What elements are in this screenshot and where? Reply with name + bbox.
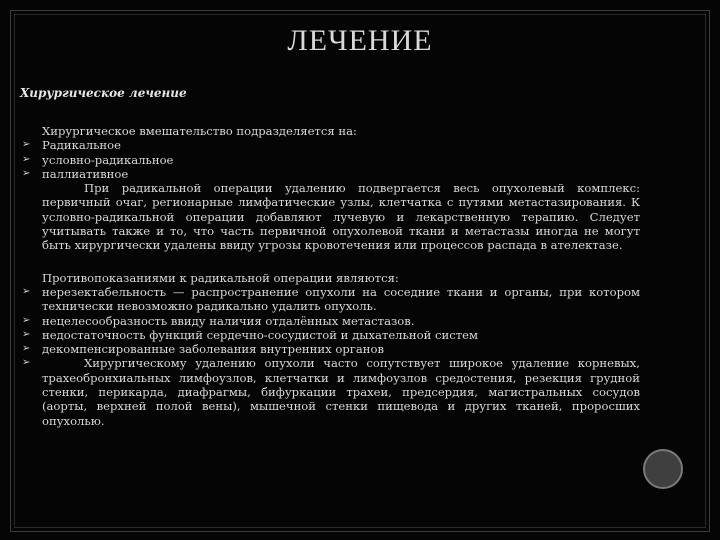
list-item <box>22 138 640 152</box>
arrow-bullet-icon: ➢ <box>22 328 31 340</box>
arrow-bullet-icon: ➢ <box>22 153 31 165</box>
arrow-bullet-icon: ➢ <box>22 314 31 326</box>
section1-paragraph: При радикальной операции удалению подвергается весь опухолевый комплекс: первичный очаг, регионарные лимфатические узлы, клетчатка с путями метастазирования. К условно-радикальной операции добавляют лучевую и лекарственную терапию. Следует учитывать также и то, что часть первичной опухолевой ткани и метастазы иногда не могут быть хирургически удалены ввиду угрозы кровотечения или процессов распада в ателектазе. <box>42 181 640 253</box>
spacer <box>22 253 640 271</box>
list-item <box>22 342 640 356</box>
slide-subtitle: Хирургическое лечение <box>20 86 187 100</box>
slide-content <box>22 124 640 428</box>
list-item <box>22 314 640 328</box>
list-item-text: недостаточность функций сердечно-сосудистой и дыхательной систем <box>42 327 478 342</box>
section1-bullet-list <box>22 138 640 181</box>
list-item <box>22 167 640 181</box>
list-item-text: нерезектабельность — распространение опухоли на соседние ткани и органы, при котором технически невозможно радикально удалить опухоль. <box>42 284 640 314</box>
arrow-bullet-icon: ➢ <box>22 357 31 369</box>
list-item-text: нецелесообразность ввиду наличия отдалённых метастазов. <box>42 313 415 328</box>
list-item <box>22 328 640 342</box>
list-item <box>22 356 640 427</box>
list-item <box>22 153 640 167</box>
section2-bullet-list <box>22 285 640 428</box>
list-item-text: Хирургическому удалению опухоли часто сопутствует широкое удаление корневых, трахеобронхиальных лимфоузлов, клетчатки и лимфоузлов средостения, резекция грудной стенки, перикарда, диафрагмы, бифуркации трахеи, предсердия, магистральных сосудов (аорты, верхней полой вены), мышечной стенки пищевода и других тканей, проросших опухолью. <box>42 356 640 428</box>
arrow-bullet-icon: ➢ <box>22 139 31 151</box>
list-item-text: паллиативное <box>42 166 129 181</box>
arrow-bullet-icon: ➢ <box>22 285 31 297</box>
arrow-bullet-icon: ➢ <box>22 343 31 355</box>
list-item-text: декомпенсированные заболевания внутренних органов <box>42 342 384 357</box>
section2-intro: Противопоказаниями к радикальной операции являются: <box>42 270 399 285</box>
list-item-text: Радикальное <box>42 138 121 153</box>
section1-intro: Хирургическое вмешательство подразделяется на: <box>42 124 357 138</box>
list-item-text: условно-радикальное <box>42 152 174 167</box>
decorative-circle-icon <box>643 449 683 489</box>
slide-title: ЛЕЧЕНИЕ <box>287 24 433 57</box>
arrow-bullet-icon: ➢ <box>22 167 31 179</box>
list-item <box>22 285 640 314</box>
